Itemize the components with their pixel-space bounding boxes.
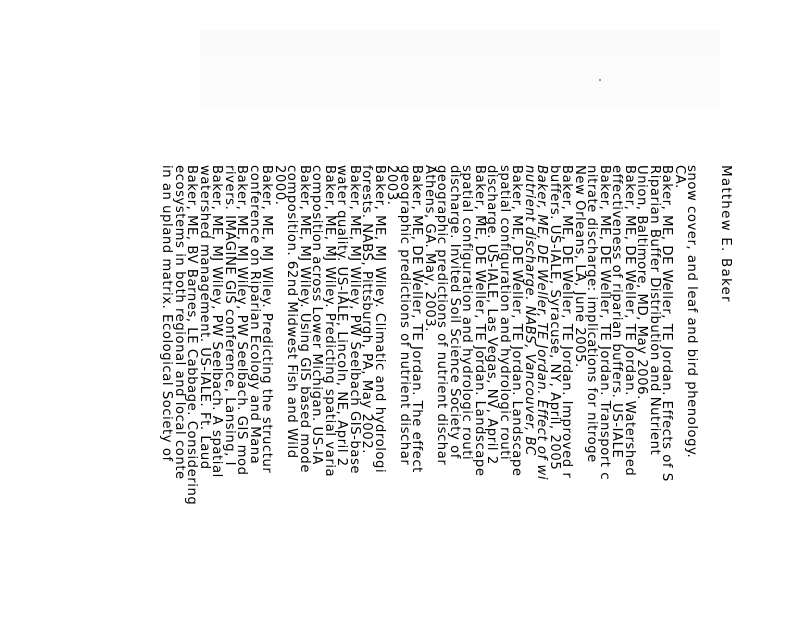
- text-line: CA.: [672, 165, 687, 189]
- text-line: water quality. US-IALE, Lincoln, NE, April 2: [334, 165, 350, 467]
- text-line: Baker, ME, MJ Wiley. Using GIS based mode: [297, 165, 312, 473]
- text-line: nutrient discharge. NABS, Vancouver, BC: [522, 165, 537, 456]
- text-line: Baker, ME, MJ Wiley. Predicting the structur: [259, 165, 275, 474]
- text-line: Baker, ME, MJ Wiley, PW Seelbach. GIS mod: [234, 165, 250, 476]
- faint-scan-shadow: [200, 30, 720, 110]
- text-line: Baker, ME, MJ Wiley, PW Seelbach. A spatial: [209, 165, 225, 478]
- document-title: Matthew E. Baker: [718, 165, 734, 303]
- text-line: Riparian Buffer Distribution and Nutrient: [647, 165, 662, 456]
- text-line: Union, Baltimore, MD, May 2006.: [634, 165, 650, 400]
- text-line: Baker, ME, DE Weller, TE Jordan. Transport c: [597, 165, 612, 481]
- text-line: discharge. US-IALE, Las Vegas, NV, April 2: [484, 165, 500, 465]
- text-line: in an upland matrix. Ecological Society of: [159, 165, 175, 462]
- text-line: Baker, ME, DE Weller, TE Jordan. Effect of wi: [534, 165, 550, 481]
- text-line: nitrate discharge: implications for nitroge: [584, 165, 600, 463]
- text-line: Baker, ME, DE Weller, TE Jordan. Improved r: [559, 165, 575, 479]
- text-line: Baker, ME, MJ Wiley, PW Seelbach GIS-base: [347, 165, 362, 475]
- text-line: New Orleans, LA, June 2005.: [572, 165, 587, 368]
- text-line: composition. 62nd Midwest Fish and Wild: [284, 165, 300, 459]
- text-line: geographic predictions of nutrient dischar: [397, 165, 412, 466]
- text-line: spatial configuration and hydrologic routi: [497, 165, 512, 461]
- text-line: conference on Riparian Ecology and Mana: [247, 165, 262, 465]
- text-line: 2003.: [384, 165, 400, 206]
- text-line: composition across Lower Michigan. US-IA: [309, 165, 325, 465]
- text-line: Baker, ME, BV Barnes, LE Cabbage. Considering: [184, 165, 200, 506]
- scan-speck: [599, 79, 601, 81]
- text-line: ecosystems in both regional and local conte: [172, 165, 187, 480]
- text-line: rivers. IMAGINE GIS conference, Lansing, I: [222, 165, 237, 467]
- text-line: discharge. Invited Soil Science Society of: [447, 165, 462, 459]
- text-line: forests. NABS, Pittsburgh, PA, May 2002.: [359, 165, 375, 454]
- text-line: Baker, ME, DE Weller, TE Jordan. Landscape: [509, 165, 525, 477]
- text-line: effectiveness of riparian buffers. US-IALE: [609, 165, 625, 459]
- text-line: geographic predictions of nutrient dischar: [434, 165, 450, 466]
- text-line: Baker, ME, DE Weller, TE Jordan. Watershed: [622, 165, 637, 477]
- text-line: 2000.: [272, 165, 287, 206]
- text-line: Baker, ME, MJ Wiley. Predicting spatial varia: [322, 165, 337, 478]
- text-line: Athens, GA. May, 2003.: [422, 165, 437, 332]
- text-line: Baker, ME, DE Weller, TE Jordan. Effects of S: [659, 165, 675, 482]
- text-line: Baker, ME, MJ Wiley. Climatic and hydrologi: [372, 165, 387, 474]
- text-line: watershed management. US-IALE. Ft. Laud: [197, 165, 212, 470]
- text-line: Baker, ME, DE Weller, TE Jordan. The effect: [409, 165, 425, 473]
- text-line: spatial configuration and hydrologic routi: [459, 165, 475, 461]
- text-line: buffers. US-IALE, Syracuse, NY, April, 2005: [547, 165, 562, 471]
- text-line: snow cover, and leaf and bird phenology.: [684, 165, 700, 459]
- rotated-text-block: [159, 165, 734, 615]
- text-line: Baker, ME, DE Weller, TE Jordan. Landscape: [472, 165, 487, 477]
